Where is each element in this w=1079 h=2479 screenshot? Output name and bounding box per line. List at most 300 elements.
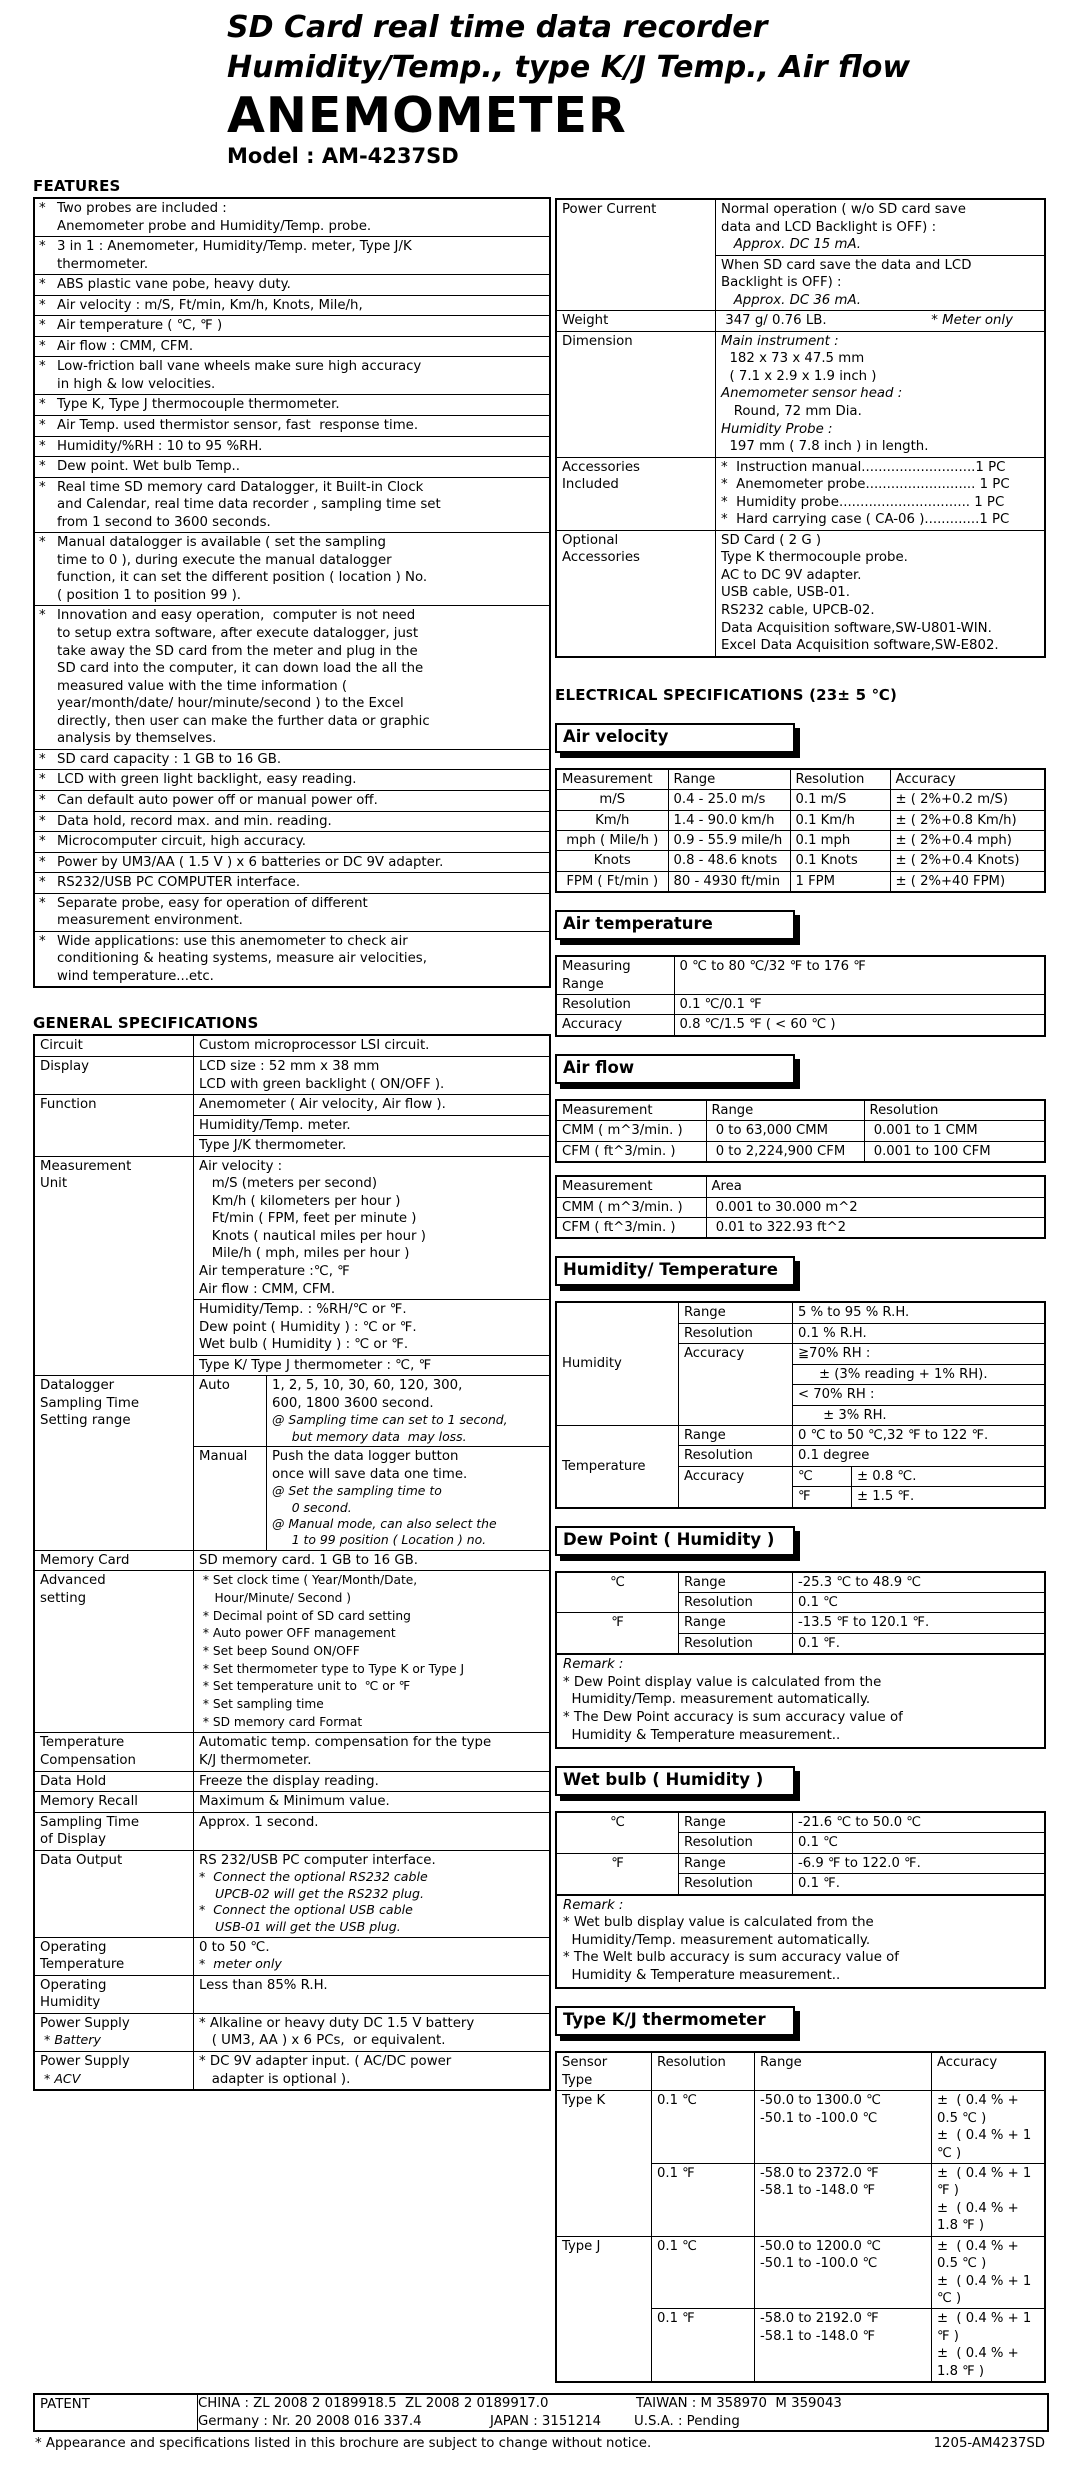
table-cell	[706, 1121, 864, 1141]
text-line: Air Temp. used thermistor sensor, fast response time.	[57, 418, 419, 434]
text-line: setting	[40, 1590, 87, 1606]
text-line: Humidity/Temp. measurement automatically.	[563, 1692, 871, 1708]
table-row	[556, 851, 1045, 871]
feature-text	[52, 749, 550, 770]
text-line: Operating	[40, 1939, 107, 1955]
text-line: Data hold, record max. and min. reading.	[57, 813, 332, 829]
feature-row	[34, 237, 550, 275]
text-line: 600, 1800 3600 second.	[272, 1395, 434, 1411]
text-line: Humidity/Temp. : %RH/℃ or ℉.	[199, 1302, 407, 1318]
text-line: Display	[40, 1058, 90, 1074]
feature-bullet: *	[34, 198, 52, 237]
table-cell	[706, 1141, 864, 1162]
table-cell	[668, 790, 790, 810]
text-line: Measurement	[40, 1158, 132, 1174]
text-line: Memory Recall	[40, 1794, 138, 1810]
text-line: Power Current	[562, 202, 657, 217]
cell-block	[793, 1384, 1044, 1404]
spec-row	[34, 1156, 550, 1376]
spec-label	[556, 530, 716, 656]
spec-label	[34, 2051, 194, 2090]
feature-text	[52, 811, 550, 832]
text-line: 1 FPM	[795, 873, 835, 889]
temperature-accuracy-label: Accuracy	[679, 1466, 793, 1507]
feature-row	[34, 275, 550, 296]
wet-f-resolution-label: Resolution	[679, 1874, 793, 1895]
spec-row	[34, 1035, 550, 1056]
feature-text	[52, 357, 550, 395]
wet-celsius-unit: ℃	[556, 1812, 679, 1853]
cell-block	[716, 311, 1044, 331]
temperature-accuracy-subtable	[793, 1467, 1044, 1507]
table-cell	[793, 1467, 852, 1487]
humidity-accuracy-value	[793, 1344, 1046, 1426]
text-line: Dew point ( Humidity ) : ℃ or ℉.	[199, 1319, 417, 1335]
text-line: K/J thermometer.	[199, 1752, 312, 1768]
patent-entry: CHINA : ZL 2008 2 0189918.5 ZL 2008 2 0189917.0	[198, 2396, 549, 2412]
text-line: Humidity/Temp. meter.	[199, 1117, 351, 1133]
dew-f-resolution-value: 0.1 ℉.	[793, 1633, 1046, 1654]
text-line: Resolution	[795, 771, 865, 787]
table-cell	[556, 851, 668, 871]
spec-value	[194, 1376, 551, 1550]
text-line: ± ( 0.4 % + 1 ℃ )	[937, 2128, 1036, 2161]
text-line: Type K thermocouple probe.	[721, 550, 908, 566]
text-line: Range	[711, 1102, 754, 1118]
spec-label	[34, 1975, 194, 2013]
humidity-resolution-value: 0.1 % R.H.	[793, 1323, 1046, 1343]
spec-value	[716, 199, 1046, 311]
humidity-temperature-tab: Humidity/ Temperature	[555, 1256, 795, 1286]
spec-label	[556, 199, 716, 311]
text-line: * Battery	[40, 2032, 101, 2048]
feature-text	[52, 198, 550, 237]
feature-row	[34, 533, 550, 606]
text-line: * Humidity probe............................... 1 PC	[721, 494, 1005, 510]
text-line: * Auto power OFF management	[199, 1626, 396, 1641]
text-line: Humidity Probe :	[721, 421, 833, 437]
feature-text	[52, 477, 550, 533]
feature-row	[34, 873, 550, 894]
humidity-accuracy-label: Accuracy	[679, 1344, 793, 1426]
text-line: 0 to 63,000 CMM	[711, 1123, 829, 1139]
cell-block	[194, 1976, 549, 1996]
text-line: Measurement	[562, 771, 653, 787]
table-row	[793, 1467, 1044, 1487]
text-line: 347 g/ 0.76 LB. * Meter only	[721, 312, 1039, 330]
text-line: Round, 72 mm Dia.	[721, 404, 862, 420]
table-row	[556, 769, 1045, 790]
spec-row	[556, 331, 1045, 457]
dew-c-resolution-label: Resolution	[679, 1593, 793, 1613]
text-line: 0 ℃ to 80 ℃/32 ℉ to 176 ℉	[679, 959, 866, 975]
text-line: LCD with green light backlight, easy reading.	[57, 772, 357, 788]
text-line: CFM ( ft^3/min. )	[562, 1143, 676, 1159]
spec-row	[34, 1771, 550, 1792]
table-row	[556, 1302, 1045, 1323]
text-line: Humidity/%RH : 10 to 95 %RH.	[57, 438, 263, 454]
nested-value	[267, 1376, 550, 1446]
feature-row	[34, 477, 550, 533]
table-cell	[790, 769, 890, 790]
sensor-accuracy	[932, 2091, 1046, 2164]
humidity-temperature-table	[555, 1301, 1046, 1508]
spec-value	[194, 1812, 551, 1850]
text-line: 0.001 to 100 CFM	[869, 1143, 991, 1159]
text-line: 1.4 - 90.0 km/h	[673, 812, 775, 828]
text-line: 0.1 Km/h	[795, 812, 855, 828]
text-line: -50.0 to 1300.0 ℃	[760, 2093, 881, 2109]
table-cell	[674, 995, 1045, 1015]
feature-bullet: *	[34, 416, 52, 437]
type-kj-table	[555, 2051, 1046, 2383]
text-line: Compensation	[40, 1752, 136, 1768]
feature-bullet: *	[34, 237, 52, 275]
power-weight-dimension-table	[555, 198, 1046, 658]
text-line: 0.01 to 322.93 ft^2	[711, 1220, 847, 1235]
feature-text	[52, 457, 550, 478]
text-line: Knots ( nautical miles per hour )	[199, 1228, 426, 1244]
text-line: Temperature	[40, 1957, 125, 1973]
feature-row	[34, 395, 550, 416]
text-line: Anemometer probe and Humidity/Temp. probe.	[57, 218, 372, 234]
feature-row	[34, 852, 550, 873]
text-line: Sampling Time	[40, 1814, 140, 1830]
spec-label	[34, 1156, 194, 1376]
text-line: Type K/ Type J thermometer : ℃, ℉	[199, 1357, 432, 1373]
text-line: * Alkaline or heavy duty DC 1.5 V battery	[199, 2015, 475, 2031]
cell-block	[194, 2052, 549, 2089]
text-line: ± ( 0.4 % + 1 ℉ )	[937, 2311, 1036, 2344]
text-line: ± ( 0.4 % + 1.8 ℉ )	[937, 2346, 1023, 2379]
text-line: SD memory card. 1 GB to 16 GB.	[199, 1552, 418, 1568]
text-line: Km/h	[595, 812, 630, 828]
patent-table	[33, 2393, 1049, 2432]
feature-row	[34, 436, 550, 457]
text-line: time to 0 ), during execute the manual datalogger	[57, 552, 392, 568]
sensor-resolution: 0.1 ℃	[652, 2236, 755, 2309]
table-cell	[706, 1197, 1045, 1217]
temperature-range-value: 0 ℃ to 50 ℃,32 ℉ to 122 ℉.	[793, 1425, 1046, 1445]
table-row	[556, 1613, 1045, 1633]
text-line: Anemometer sensor head :	[721, 386, 903, 402]
feature-text	[52, 931, 550, 987]
spec-row	[556, 311, 1045, 332]
feature-row	[34, 832, 550, 853]
text-line: Optional	[562, 532, 619, 548]
table-cell	[674, 1015, 1045, 1036]
spec-label	[34, 2013, 194, 2051]
dew-c-range-label: Range	[679, 1572, 793, 1593]
text-line: ≧70% RH :	[798, 1346, 871, 1362]
spec-row	[34, 1571, 550, 1733]
cell-block	[194, 1792, 549, 1812]
text-line: Datalogger	[40, 1378, 115, 1394]
text-line: Excel Data Acquisition software,SW-E802.	[721, 638, 999, 654]
feature-bullet: *	[34, 336, 52, 357]
wet-f-range-label: Range	[679, 1853, 793, 1873]
text-line: conditioning & heating systems, measure air velocities,	[57, 951, 427, 967]
kj-header-accuracy: Accuracy	[932, 2052, 1046, 2090]
air-flow-range-table	[555, 1099, 1046, 1163]
text-line: LCD size : 52 mm x 38 mm	[199, 1058, 380, 1074]
table-cell	[890, 851, 1045, 871]
table-cell	[852, 1467, 1045, 1487]
text-line: ℃	[798, 1468, 813, 1484]
text-line: Knots	[593, 853, 631, 869]
text-line: ( position 1 to position 99 ).	[57, 587, 242, 603]
spec-label	[556, 457, 716, 530]
sensor-accuracy	[932, 2309, 1046, 2382]
text-line: from 1 second to 3600 seconds.	[57, 514, 271, 530]
spec-value	[194, 1550, 551, 1571]
text-line: Manual datalogger is available ( set the sampling	[57, 535, 386, 551]
text-line: Sensor	[562, 2055, 608, 2071]
text-line: Less than 85% R.H.	[199, 1977, 328, 1993]
general-specs-table	[33, 1034, 551, 2091]
text-line: m/S (meters per second)	[199, 1176, 378, 1192]
feature-row	[34, 811, 550, 832]
text-line: measured value with the time information (	[57, 678, 348, 694]
text-line: ABS plastic vane pobe, heavy duty.	[57, 277, 291, 293]
text-line: of Display	[40, 1832, 107, 1848]
table-cell	[790, 871, 890, 892]
wet-fahrenheit-unit: ℉	[556, 1853, 679, 1894]
text-line: Microcomputer circuit, high accuracy.	[57, 834, 306, 850]
text-line: * Set clock time ( Year/Month/Date,	[199, 1573, 418, 1588]
text-line: Innovation and easy operation, computer is not need	[57, 608, 416, 624]
feature-row	[34, 457, 550, 478]
text-line: Anemometer ( Air velocity, Air flow ).	[199, 1097, 446, 1113]
text-line: Accessories	[562, 459, 640, 475]
table-cell	[668, 769, 790, 790]
wet-c-range-label: Range	[679, 1812, 793, 1833]
text-line: @ Sampling time can set to 1 second,	[272, 1412, 508, 1428]
nested-key: Auto	[194, 1376, 267, 1446]
text-line: RS232 cable, UPCB-02.	[721, 603, 875, 619]
text-line: 0.8 ℃/1.5 ℉ ( < 60 ℃ )	[679, 1017, 836, 1033]
spec-value	[716, 457, 1046, 530]
text-line: Range	[673, 771, 716, 787]
patent-line	[198, 2413, 1047, 2431]
cell-block	[194, 1299, 549, 1355]
text-line: ± ( 2%+0.4 mph)	[895, 832, 1012, 848]
spec-label	[34, 1850, 194, 1937]
wet-c-resolution-label: Resolution	[679, 1833, 793, 1853]
text-line: Setting range	[40, 1413, 131, 1429]
text-line: 0.9 - 55.9 mile/h	[673, 832, 783, 848]
table-row	[556, 1015, 1045, 1036]
table-cell	[556, 1197, 706, 1217]
text-line: * ACV	[40, 2070, 81, 2086]
table-row	[556, 871, 1045, 892]
nested-row	[194, 1376, 549, 1446]
text-line: @ Manual mode, can also select the	[272, 1515, 497, 1531]
table-row	[556, 1812, 1045, 1833]
text-line: * DC 9V adapter input. ( AC/DC power	[199, 2053, 452, 2069]
table-cell	[556, 1176, 706, 1197]
patent-label: PATENT	[34, 2394, 198, 2431]
text-line: Approx. DC 36 mA.	[721, 292, 862, 308]
cell-block	[194, 2014, 549, 2051]
text-line: Area	[711, 1179, 742, 1195]
table-row	[556, 1218, 1045, 1239]
sensor-resolution: 0.1 ℃	[652, 2091, 755, 2164]
spec-label	[34, 1095, 194, 1157]
feature-row	[34, 790, 550, 811]
table-cell	[706, 1100, 864, 1121]
text-line: Resolution	[562, 997, 631, 1013]
cell-block	[716, 458, 1044, 530]
text-line: Temperature	[40, 1735, 125, 1751]
feature-row	[34, 357, 550, 395]
feature-text	[52, 275, 550, 296]
spec-row	[34, 1550, 550, 1571]
feature-text	[52, 770, 550, 791]
table-row	[556, 1141, 1045, 1162]
cell-block	[716, 200, 1044, 255]
text-line: Humidity	[40, 1995, 101, 2011]
text-line: Sampling Time	[40, 1395, 140, 1411]
feature-row	[34, 770, 550, 791]
table-row	[556, 956, 1045, 994]
temperature-label: Temperature	[556, 1425, 679, 1507]
sensor-accuracy	[932, 2164, 1046, 2237]
text-line: ± ( 2%+40 FPM)	[895, 873, 1006, 889]
dew-c-range-value: -25.3 ℃ to 48.9 ℃	[793, 1572, 1046, 1593]
humidity-range-value: 5 % to 95 % R.H.	[793, 1302, 1046, 1323]
text-line: -58.1 to -148.0 ℉	[760, 2328, 875, 2344]
feature-text	[52, 295, 550, 316]
text-line: Remark :	[563, 1657, 624, 1673]
feature-text	[52, 533, 550, 606]
feature-text	[52, 336, 550, 357]
sensor-resolution: 0.1 ℉	[652, 2164, 755, 2237]
text-line: take away the SD card from the meter and plug in the	[57, 643, 418, 659]
text-line: year/month/date/ hour/minute/second ) to the Excel	[57, 696, 404, 712]
text-line: Separate probe, easy for operation of different	[57, 895, 368, 911]
spec-label	[34, 1792, 194, 1813]
text-line: Air flow : CMM, CFM.	[57, 338, 194, 354]
text-line: Measurement	[562, 1102, 653, 1118]
humidity-resolution-label: Resolution	[679, 1323, 793, 1343]
text-line: @ Set the sampling time to	[272, 1483, 442, 1499]
table-cell	[668, 871, 790, 892]
general-specs-heading: GENERAL SPECIFICATIONS	[33, 1014, 259, 1033]
title-line-2: Humidity/Temp., type K/J Temp., Air flow	[227, 50, 911, 85]
wet-bulb-remark	[555, 1896, 1046, 1990]
feature-bullet: *	[34, 873, 52, 894]
feature-bullet: *	[34, 457, 52, 478]
table-cell	[890, 769, 1045, 790]
table-cell	[668, 851, 790, 871]
cell-block	[194, 1813, 549, 1833]
text-line: m/S	[599, 792, 626, 808]
wet-bulb-tab: Wet bulb ( Humidity )	[555, 1766, 795, 1796]
table-row	[556, 1197, 1045, 1217]
product-name: ANEMOMETER	[227, 87, 627, 144]
text-line: 0.8 - 48.6 knots	[673, 853, 778, 869]
feature-row	[34, 295, 550, 316]
feature-bullet: *	[34, 606, 52, 749]
text-line: Push the data logger button	[272, 1449, 459, 1465]
text-line: function, it can set the different position ( location ) No.	[57, 570, 428, 586]
text-line: Approx. DC 15 mA.	[721, 237, 862, 253]
text-line: * Hard carrying case ( CA-06 ).............1 PC	[721, 512, 1010, 528]
text-line: UPCB-02 will get the RS232 plug.	[199, 1885, 425, 1901]
spec-label	[34, 1035, 194, 1056]
spec-value	[194, 1733, 551, 1771]
kj-header-range: Range	[755, 2052, 932, 2090]
humidity-label: Humidity	[556, 1302, 679, 1425]
wet-bulb-table	[555, 1811, 1046, 1896]
text-line: * SD memory card Format	[199, 1714, 363, 1729]
text-line: 0 to 2,224,900 CFM	[711, 1143, 846, 1159]
table-cell	[706, 1218, 1045, 1239]
cell-block	[716, 332, 1044, 457]
feature-bullet: *	[34, 357, 52, 395]
text-line: 197 mm ( 7.8 inch ) in length.	[721, 439, 929, 455]
table-cell	[790, 851, 890, 871]
dew-f-range-value: -13.5 ℉ to 120.1 ℉.	[793, 1613, 1046, 1633]
spec-label	[556, 311, 716, 332]
text-line: * The Dew Point accuracy is sum accuracy value of	[563, 1709, 903, 1725]
text-line: Air velocity : m/S, Ft/min, Km/h, Knots, Mile/h,	[57, 297, 363, 313]
dew-celsius-unit: ℃	[556, 1572, 679, 1613]
text-line: CMM ( m^3/min. )	[562, 1199, 683, 1215]
dew-fahrenheit-unit: ℉	[556, 1613, 679, 1654]
feature-text	[52, 852, 550, 873]
table-cell	[790, 790, 890, 810]
table-row	[556, 995, 1045, 1015]
spec-label	[34, 1771, 194, 1792]
text-line: ± (3% reading + 1% RH).	[798, 1366, 988, 1382]
text-line: * Connect the optional RS232 cable	[199, 1869, 428, 1885]
text-line: Dew point. Wet bulb Temp..	[57, 459, 240, 475]
table-cell	[556, 1015, 674, 1036]
spec-row	[34, 1975, 550, 2013]
text-line: SD card capacity : 1 GB to 16 GB.	[57, 751, 282, 767]
text-line: SD Card ( 2 G )	[721, 532, 822, 548]
spec-value	[194, 2051, 551, 2090]
spec-value	[194, 1850, 551, 1937]
text-line: 0.1 m/S	[795, 792, 847, 808]
spec-row	[34, 1812, 550, 1850]
text-line: * Instruction manual...........................1 PC	[721, 459, 1006, 475]
table-cell	[556, 830, 668, 850]
text-line: Maximum & Minimum value.	[199, 1794, 390, 1810]
temperature-resolution-label: Resolution	[679, 1446, 793, 1466]
feature-bullet: *	[34, 395, 52, 416]
feature-row	[34, 198, 550, 237]
text-line: Type J/K thermometer.	[199, 1138, 347, 1154]
wet-f-range-value: -6.9 ℉ to 122.0 ℉.	[793, 1853, 1046, 1873]
sensor-resolution: 0.1 ℉	[652, 2309, 755, 2382]
text-line: Humidity/Temp. measurement automatically.	[563, 1932, 871, 1948]
table-row	[556, 1572, 1045, 1593]
text-line: -58.0 to 2372.0 ℉	[760, 2166, 879, 2182]
feature-text	[52, 237, 550, 275]
table-cell	[556, 790, 668, 810]
text-line: * Dew Point display value is calculated from the	[563, 1674, 882, 1690]
text-line: data and LCD Backlight is OFF) :	[721, 219, 937, 235]
text-line: Air velocity :	[199, 1158, 283, 1174]
table-cell	[556, 956, 674, 994]
cell-block	[716, 531, 1044, 656]
feature-bullet: *	[34, 832, 52, 853]
table-row	[793, 1487, 1044, 1507]
table-cell	[890, 790, 1045, 810]
